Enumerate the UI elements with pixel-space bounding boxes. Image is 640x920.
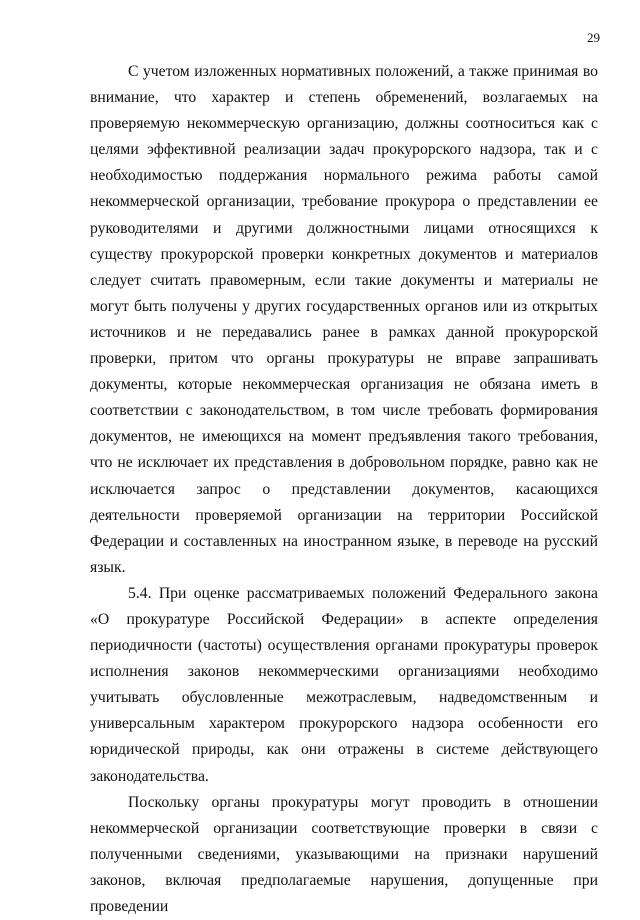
page-number: 29 [587, 30, 600, 45]
paragraph-2: 5.4. При оценке рассматриваемых положений Федерального закона «О прокуратуре Российской Федерации» в аспекте определения периодичности (частоты) осуществления органами прокуратуры проверок исполнения законов некоммерческими организациями необходимо учитывать обусловленные межотраслевым, надведомственным и универсальным характером прокурорского надзора особенности его юридической природы, как они отражены в системе действующего законодательства. [90, 584, 598, 785]
paragraph-3: Поскольку органы прокуратуры могут проводить в отношении некоммерческой организации соответствующие проверки в связи с полученными сведениями, указывающими на признаки нарушений законов, включая предполагаемые нарушения, допущенные при проведении [90, 793, 598, 915]
document-body [90, 59, 598, 920]
paragraph-1: С учетом изложенных нормативных положений, а также принимая во внимание, что характер и степень обременений, возлагаемых на проверяемую некоммерческую организацию, должны соотноситься как с целями эффективной реализации задач прокурорского надзора, так и с необходимостью поддержания нормального режима работы самой некоммерческой организации, требование прокурора о представлении ее руководителями и другими должностными лицами относящихся к существу прокурорской проверки конкретных документов и материалов следует считать правомерным, если такие документы и материалы не могут быть получены у других государственных органов или из открытых источников и не передавались ранее в рамках данной прокурорской проверки, притом что органы прокуратуры не вправе запрашивать документы, которые некоммерческая организация не обязана иметь в соответствии с законодательством, в том числе требовать формирования документов, не имеющихся на момент предъявления такого требования, что не исключает их представления в добровольном порядке, равно как не исключается запрос о представлении документов, касающихся деятельности проверяемой организации на территории Российской Федерации и составленных на иностранном языке, в переводе на русский язык. [90, 63, 598, 576]
